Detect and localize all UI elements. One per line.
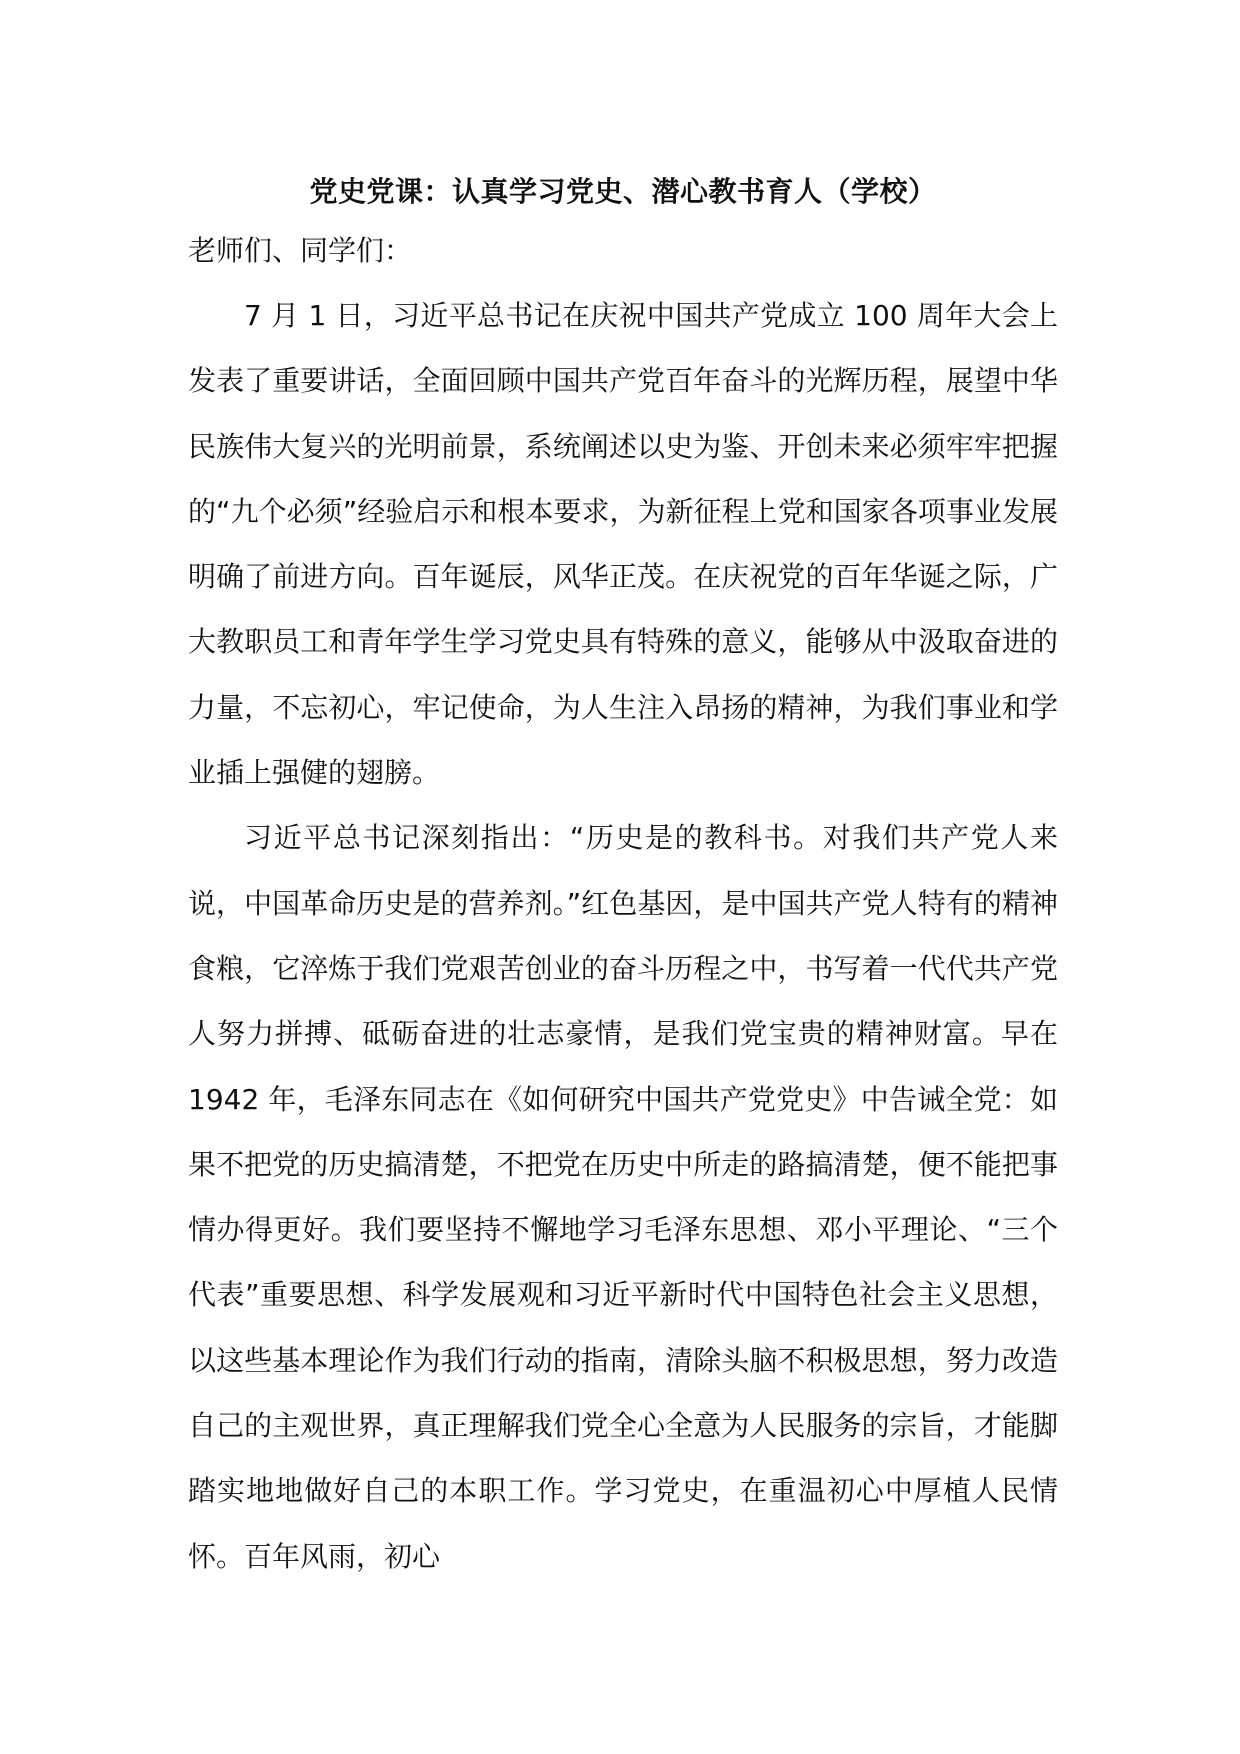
paragraph-1: 7 月 1 日，习近平总书记在庆祝中国共产党成立 100 周年大会上发表了重要讲话，全面回顾中国共产党百年奋斗的光辉历程，展望中华民族伟大复兴的光明前景，系统阐述以史为鉴、开创未来必须牢牢把握的“九个必须”经验启示和根本要求，为新征程上党和国家各项事业发展明确了前进方向。百年诞辰，风华正茂。在庆祝党的百年华诞之际，广大教职员工和青年学生学习党史具有特殊的意义，能够从中汲取奋进的力量，不忘初心，牢记使命，为人生注入昂扬的精神，为我们事业和学业插上强健的翅膀。	[188, 299, 1058, 790]
salutation: 老师们、同学们：	[188, 234, 413, 267]
document-title: 党史党课：认真学习党史、潜心教书育人（学校）	[309, 175, 937, 208]
paragraph-2: 习近平总书记深刻指出：“历史是的教科书。对我们共产党人来说，中国革命历史是的营养剂。”红色基因，是中国共产党人特有的精神食粮，它淬炼于我们党艰苦创业的奋斗历程之中，书写着一代代共产党人努力拼搏、砥砺奋进的壮志豪情，是我们党宝贵的精神财富。早在 1942 年，毛泽东同志在《如何研究中国共产党党史》中告诫全党：如果不把党的历史搞清楚，不把党在历史中所走的路搞清楚，便不能把事情办得更好。我们要坚持不懈地学习毛泽东思想、邓小平理论、“三个代表”重要思想、科学发展观和习近平新时代中国特色社会主义思想，以这些基本理论作为我们行动的指南，清除头脑不积极思想，努力改造自己的主观世界，真正理解我们党全心全意为人民服务的宗旨，才能脚踏实地地做好自己的本职工作。学习党史，在重温初心中厚植人民情怀。百年风雨，初心	[188, 821, 1058, 1573]
document-page	[188, 172, 1058, 1589]
